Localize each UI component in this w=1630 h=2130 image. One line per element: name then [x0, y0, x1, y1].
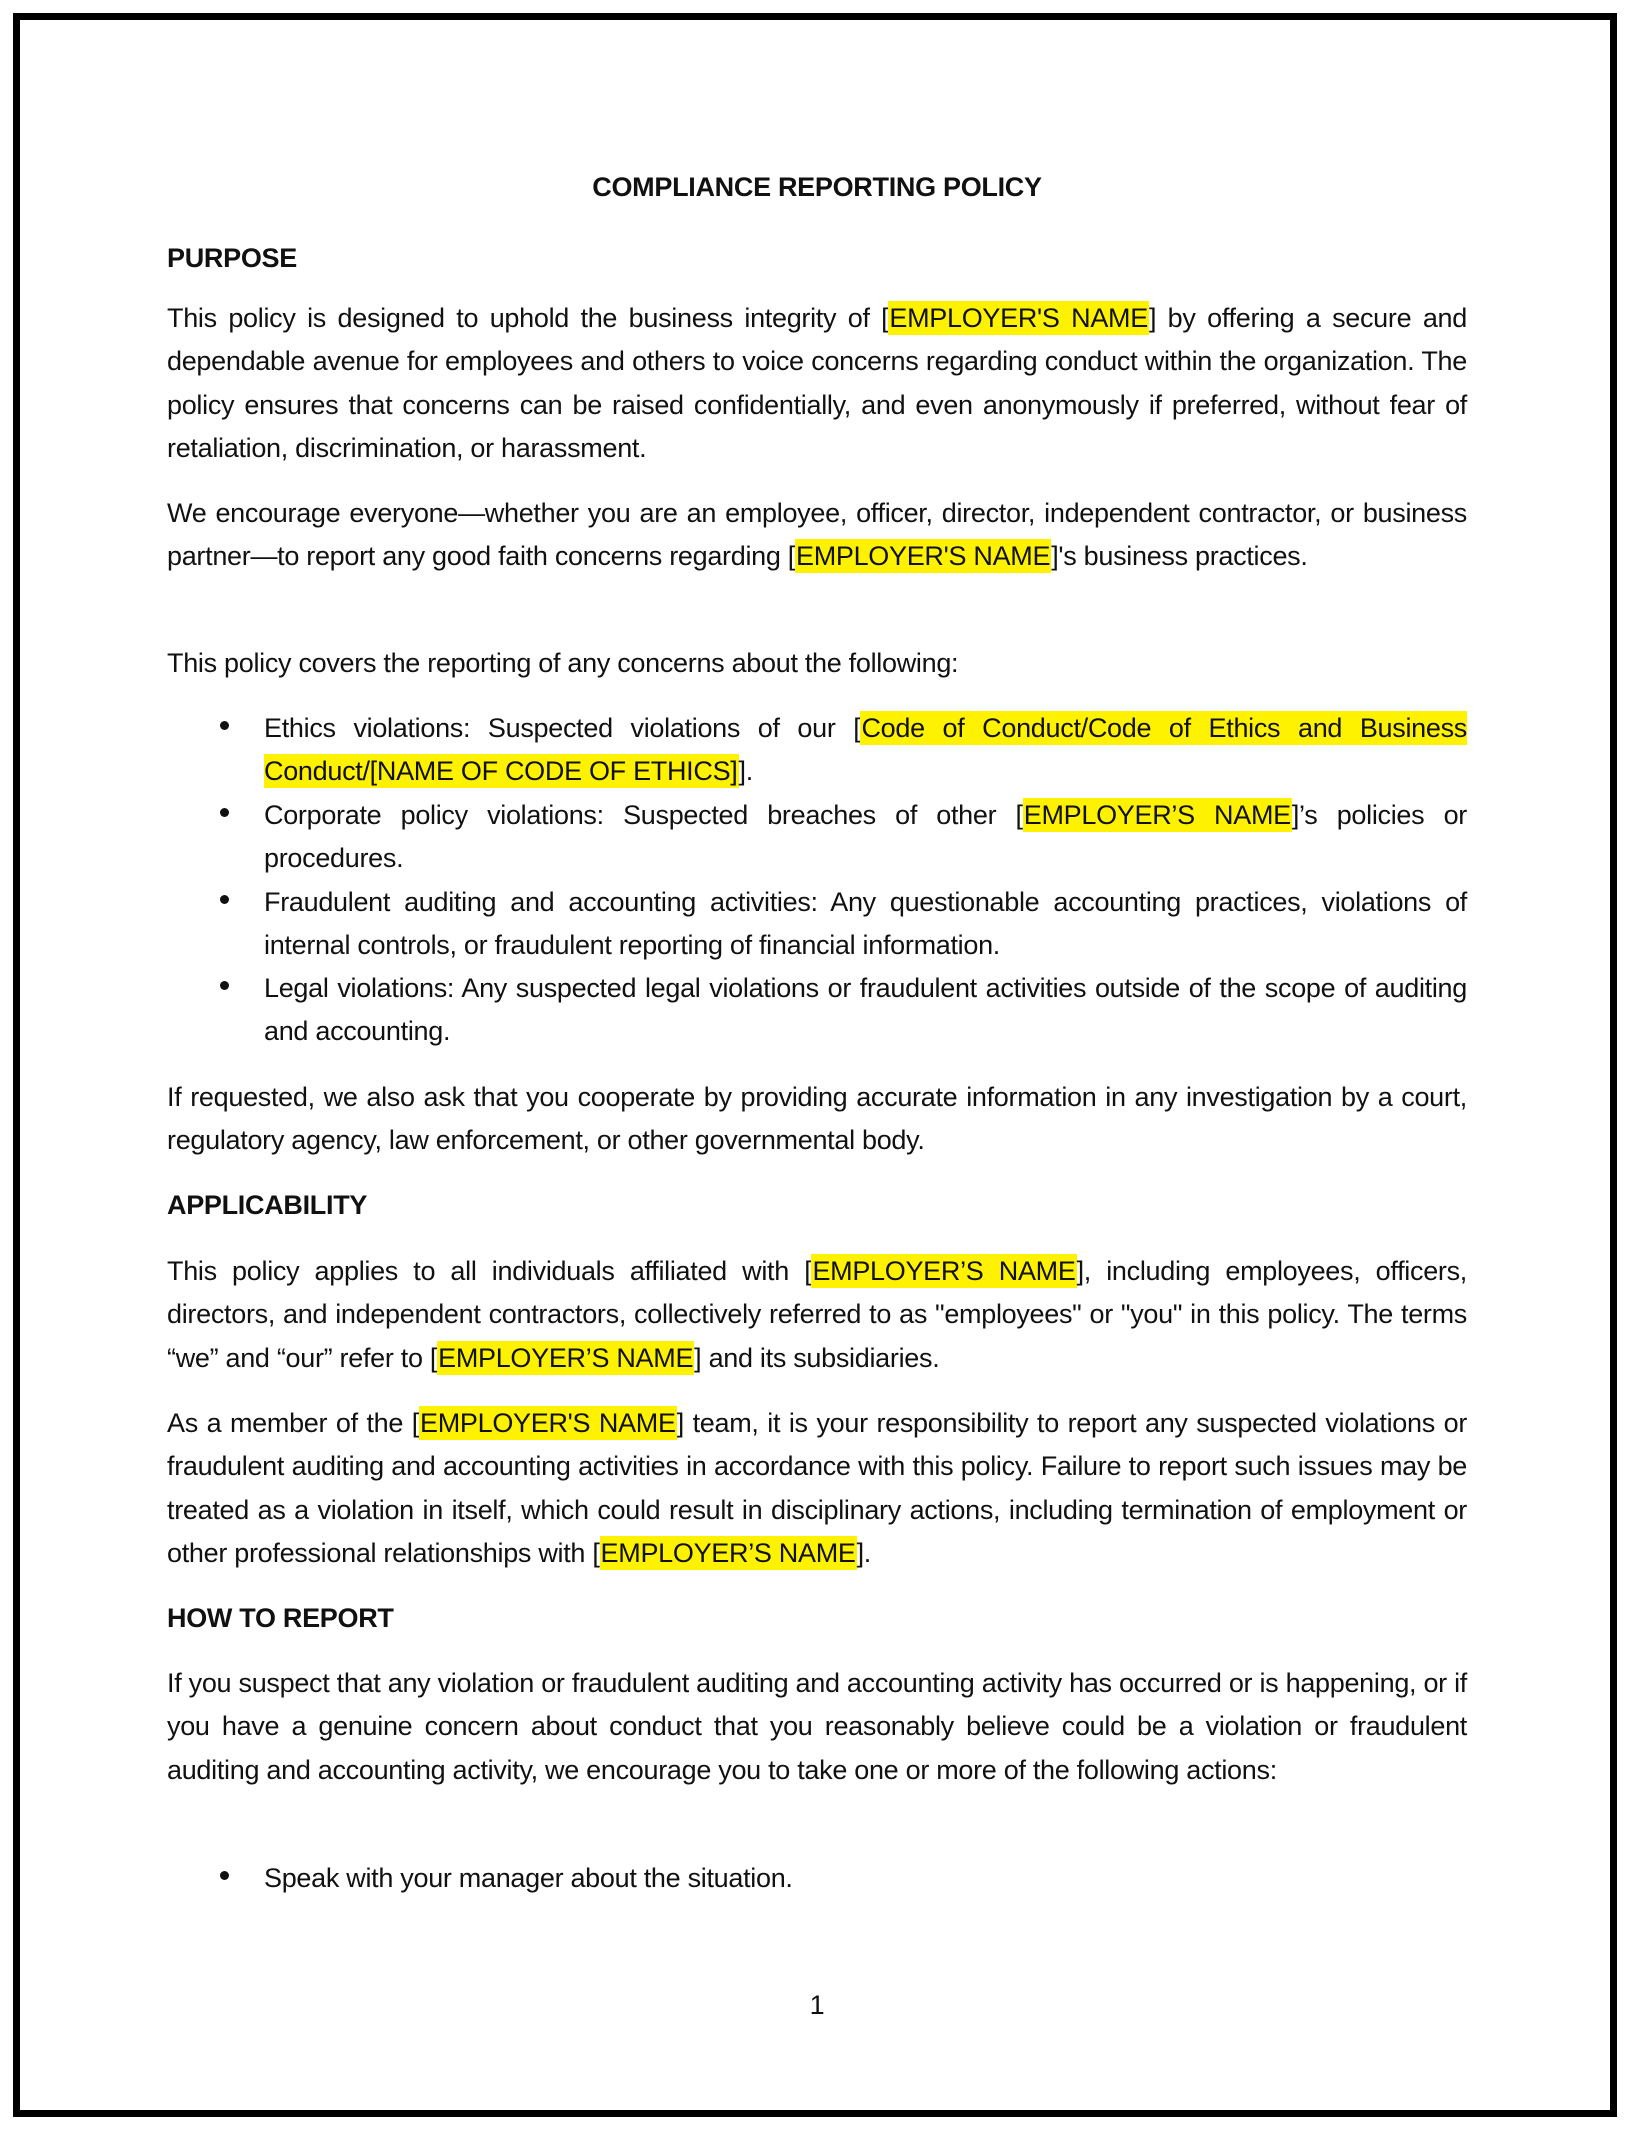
text-run: Ethics violations: Suspected violations of our [ [264, 713, 861, 743]
section-heading-purpose: PURPOSE [167, 243, 297, 273]
how-to-report-paragraph-1: If you suspect that any violation or fraudulent auditing and accounting activity has occurred or is happening, or if you have a genuine concern about conduct that you reasonably believe could be a violation or fraudulent auditing and accounting activity, we encourage you to take one or more of the following actions: [167, 1668, 1467, 1785]
text-run: ] by offering a secure and dependable avenue for employees and others to voice concerns regarding conduct within the organization. The policy ensures that concerns can be raised confidentially, and even anonymously if preferred, without fear of retaliation, discrimination, or harassment. [167, 303, 1467, 463]
applicability-paragraph-2 [167, 1402, 1467, 1575]
highlighted-text: EMPLOYER’S NAME [1023, 800, 1291, 830]
text-run: ]. [856, 1537, 872, 1568]
highlighted-text: EMPLOYER'S NAME [795, 541, 1051, 572]
list-item-ethics-violations [167, 707, 1467, 794]
highlighted-text: EMPLOYER’S NAME [600, 1537, 856, 1568]
section-heading-how-to-report: HOW TO REPORT [167, 1603, 394, 1633]
text-run: This policy is designed to uphold the business integrity of [ [167, 303, 889, 333]
highlighted-text: EMPLOYER'S NAME [889, 303, 1148, 333]
highlighted-text: EMPLOYER’S NAME [438, 1342, 694, 1373]
purpose-paragraph-4: If requested, we also ask that you cooperate by providing accurate information in any investigation by a court, regulatory agency, law enforcement, or other governmental body. [167, 1082, 1467, 1156]
text-run: As a member of the [ [167, 1408, 419, 1438]
text-run: ] and its subsidiaries. [694, 1342, 940, 1373]
purpose-paragraph-2 [167, 492, 1467, 579]
list-item-legal-violations: Legal violations: Any suspected legal violations or fraudulent activities outside of the scope of auditing and accounting. [167, 967, 1467, 1054]
highlighted-text: EMPLOYER'S NAME [420, 1408, 676, 1438]
text-run: ]'s business practices. [1051, 541, 1308, 572]
text-run: Corporate policy violations: Suspected breaches of other [ [264, 800, 1023, 830]
text-run: ]. [738, 756, 753, 787]
text-run: ], including employees, officers, directors, and independent contractors, collectively referred to as "employees" or "you" in this policy. The terms “we” and “our” refer to [ [167, 1256, 1468, 1373]
applicability-paragraph-1 [167, 1250, 1467, 1380]
page-number: 1 [809, 1990, 825, 2020]
document-title: COMPLIANCE REPORTING POLICY [592, 172, 1042, 202]
list-item-speak-with-manager: Speak with your manager about the situation. [167, 1857, 1467, 1900]
text-run: ]’s policies or procedures. [264, 800, 1467, 874]
text-run: This policy applies to all individuals affiliated with [ [167, 1256, 812, 1286]
list-item-corporate-policy-violations [167, 794, 1467, 881]
list-item-fraudulent-auditing: Fraudulent auditing and accounting activities: Any questionable accounting practices, violations of internal controls, or fraudulent reporting of financial information. [167, 881, 1467, 968]
text-run: We encourage everyone—whether you are an employee, officer, director, independent contractor, or business partner—to report any good faith concerns regarding [ [167, 498, 1467, 572]
purpose-paragraph-1 [167, 297, 1467, 470]
highlighted-text: EMPLOYER’S NAME [812, 1256, 1076, 1286]
purpose-paragraph-3: This policy covers the reporting of any concerns about the following: [167, 648, 959, 678]
section-heading-applicability: APPLICABILITY [167, 1190, 368, 1220]
text-run: ] team, it is your responsibility to report any suspected violations or fraudulent auditing and accounting activities in accordance with this policy. Failure to report such issues may be treated as a violation in itself, which could result in disciplinary actions, including termination of employment or other professional relationships with [ [167, 1408, 1468, 1568]
highlighted-text: Code of Conduct/Code of Ethics and Business Conduct/[NAME OF CODE OF ETHICS] [264, 713, 1467, 787]
